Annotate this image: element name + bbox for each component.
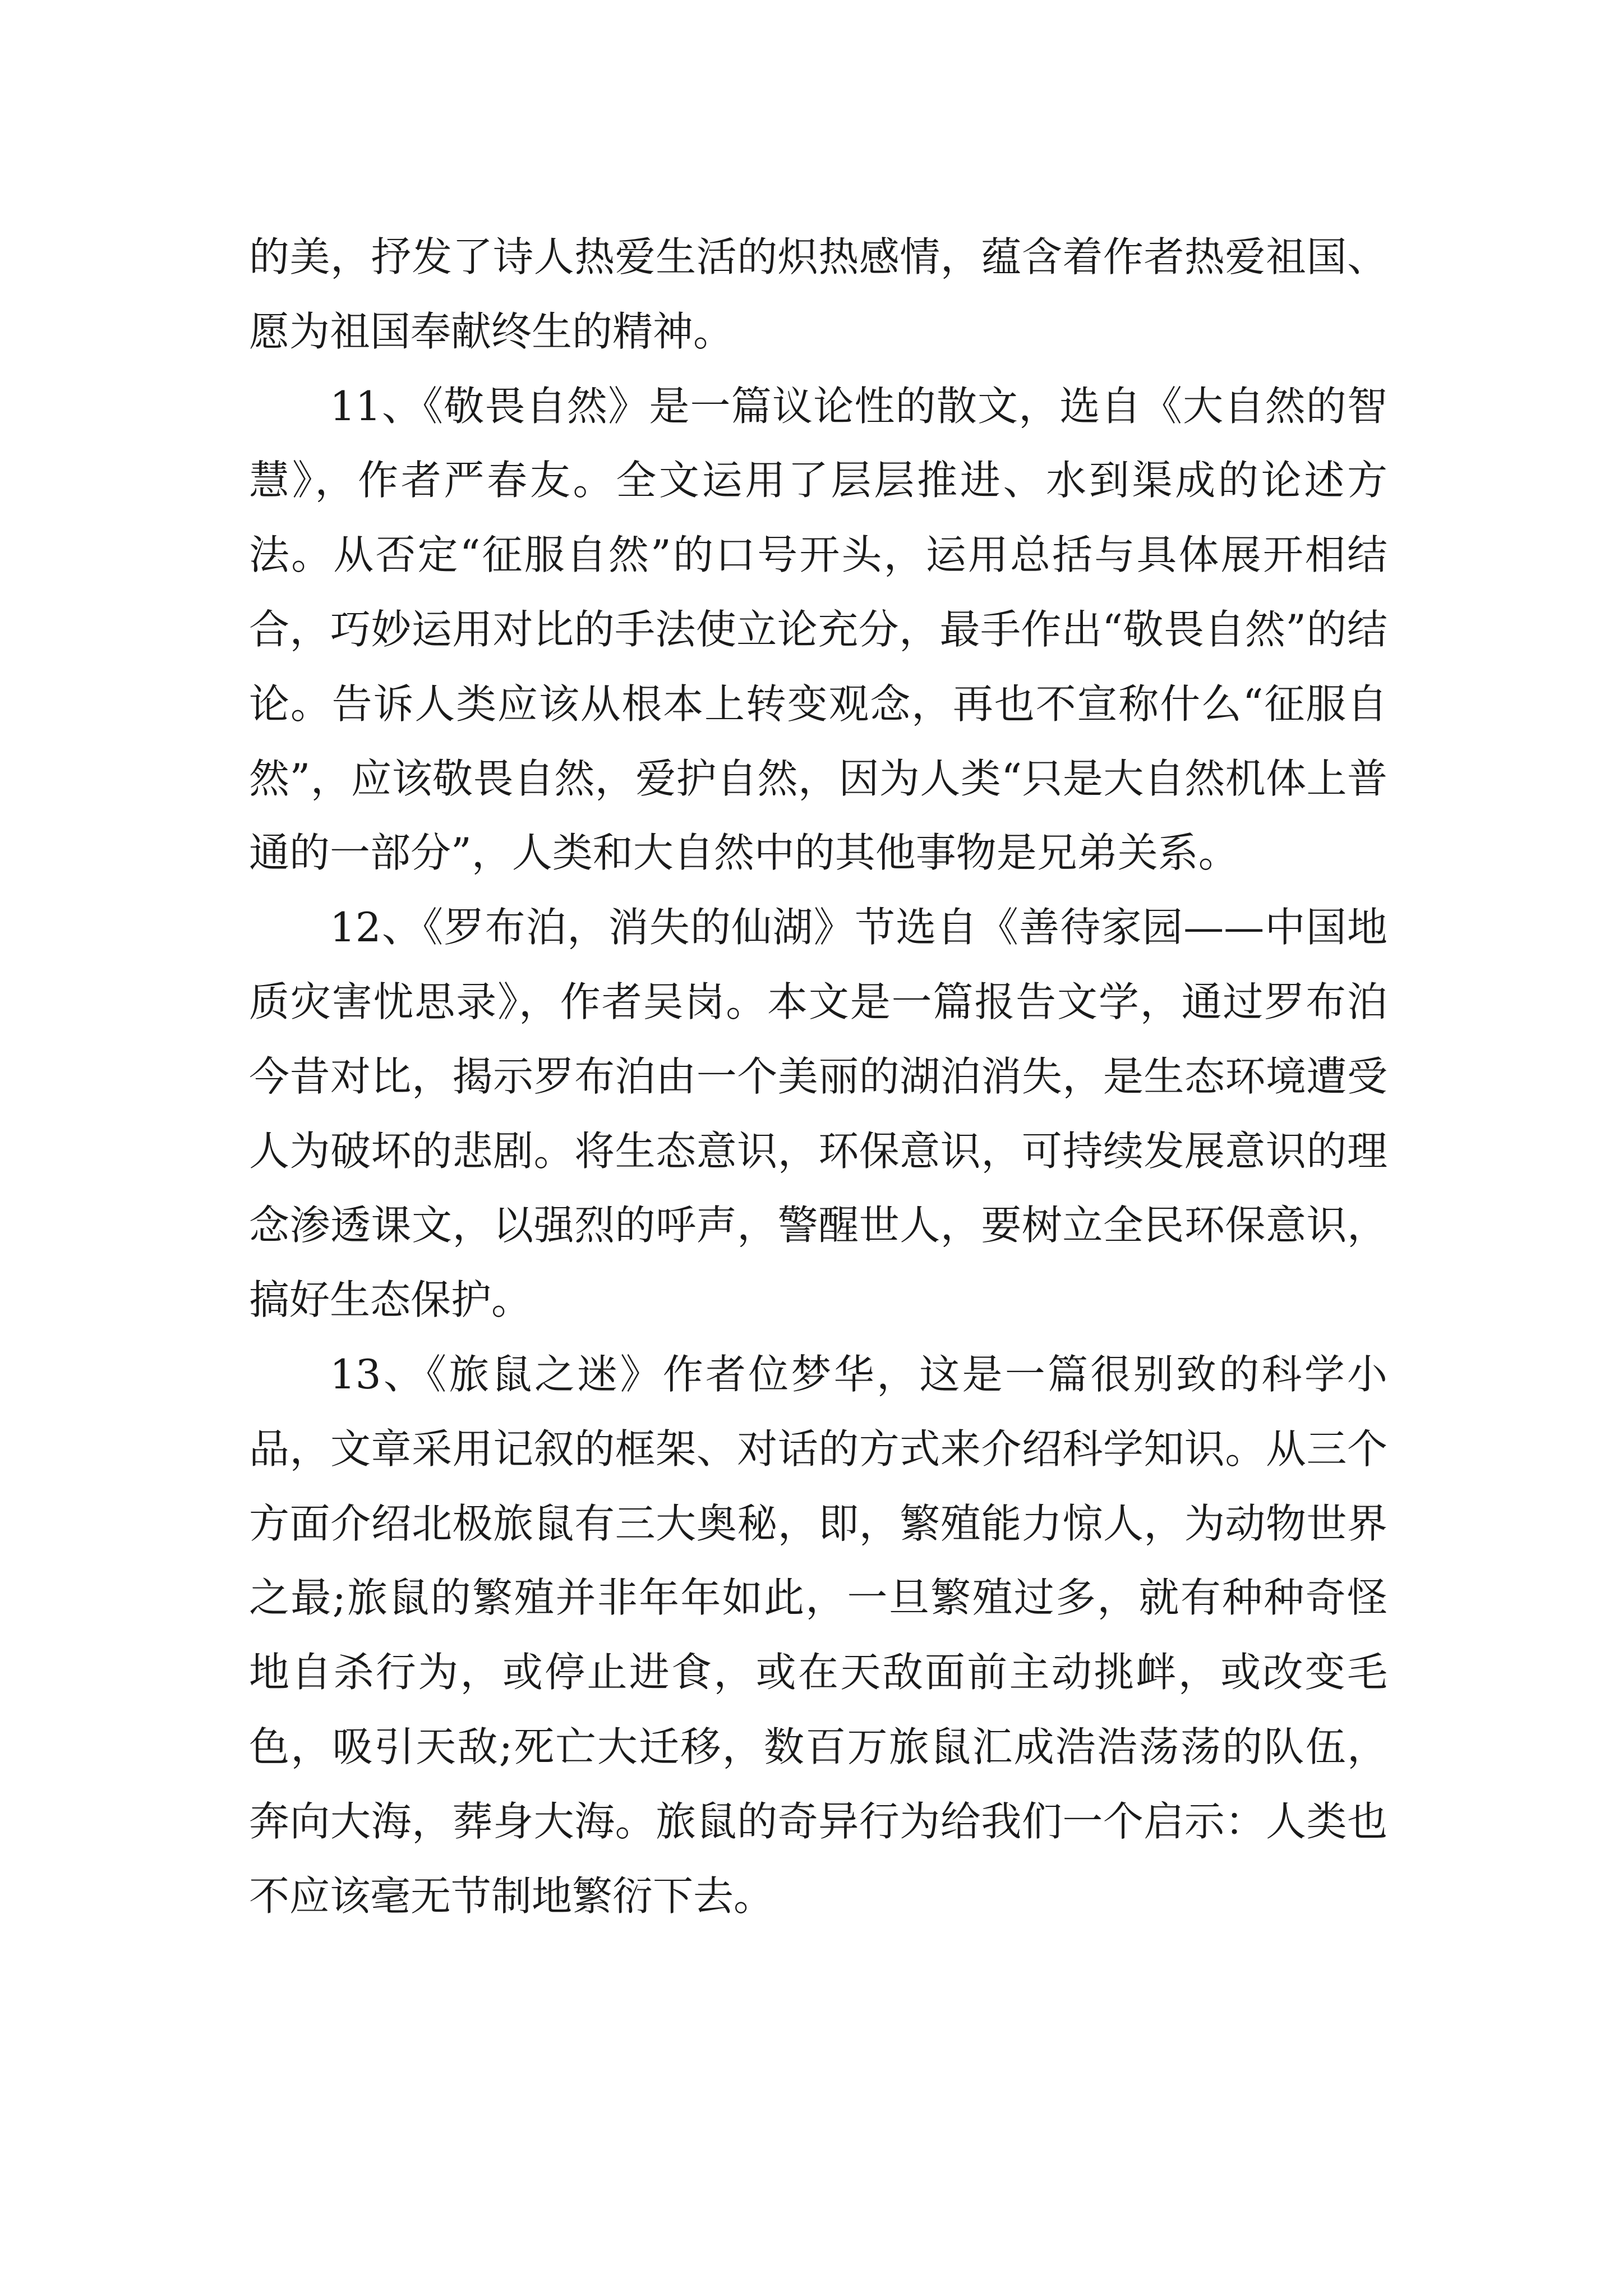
paragraph-13-lvshu-zhi-mi: 13、《旅鼠之迷》作者位梦华，这是一篇很别致的科学小品，文章采用记叙的框架、对话的方式来介绍科学知识。从三个方面介绍北极旅鼠有三大奥秘，即，繁殖能力惊人，为动物世界之最;旅鼠的繁殖并非年年如此，一旦繁殖过多，就有种种奇怪地自杀行为，或停止进食，或在天敌面前主动挑衅，或改变毛色，吸引天敌;死亡大迁移，数百万旅鼠汇成浩浩荡荡的队伍，奔向大海，葬身大海。旅鼠的奇异行为给我们一个启示：人类也不应该毫无节制地繁衍下去。 (249, 1350, 1387, 1920)
paragraph-11-jingwei-ziran: 11、《敬畏自然》是一篇议论性的散文，选自《大自然的智慧》，作者严春友。全文运用了层层推进、水到渠成的论述方法。从否定“征服自然”的口号开头，运用总括与具体展开相结合，巧妙运用对比的手法使立论充分，最手作出“敬畏自然”的结论。告诉人类应该从根本上转变观念，再也不宣称什么“征服自然”，应该敬畏自然，爱护自然，因为人类“只是大自然机体上普通的一部分”，人类和大自然中的其他事物是兄弟关系。 (249, 382, 1387, 877)
paragraph-continuation: 的美，抒发了诗人热爱生活的炽热感情，蕴含着作者热爱祖国、愿为祖国奉献终生的精神。 (249, 233, 1387, 355)
paragraph-12-luobupo: 12、《罗布泊，消失的仙湖》节选自《善待家园——中国地质灾害忧思录》，作者吴岗。本文是一篇报告文学，通过罗布泊今昔对比，揭示罗布泊由一个美丽的湖泊消失，是生态环境遭受人为破坏的悲剧。将生态意识，环保意识，可持续发展意识的理念渗透课文，以强烈的呼声，警醒世人，要树立全民环保意识，搞好生态保护。 (249, 904, 1387, 1324)
body-text (249, 220, 1387, 1933)
